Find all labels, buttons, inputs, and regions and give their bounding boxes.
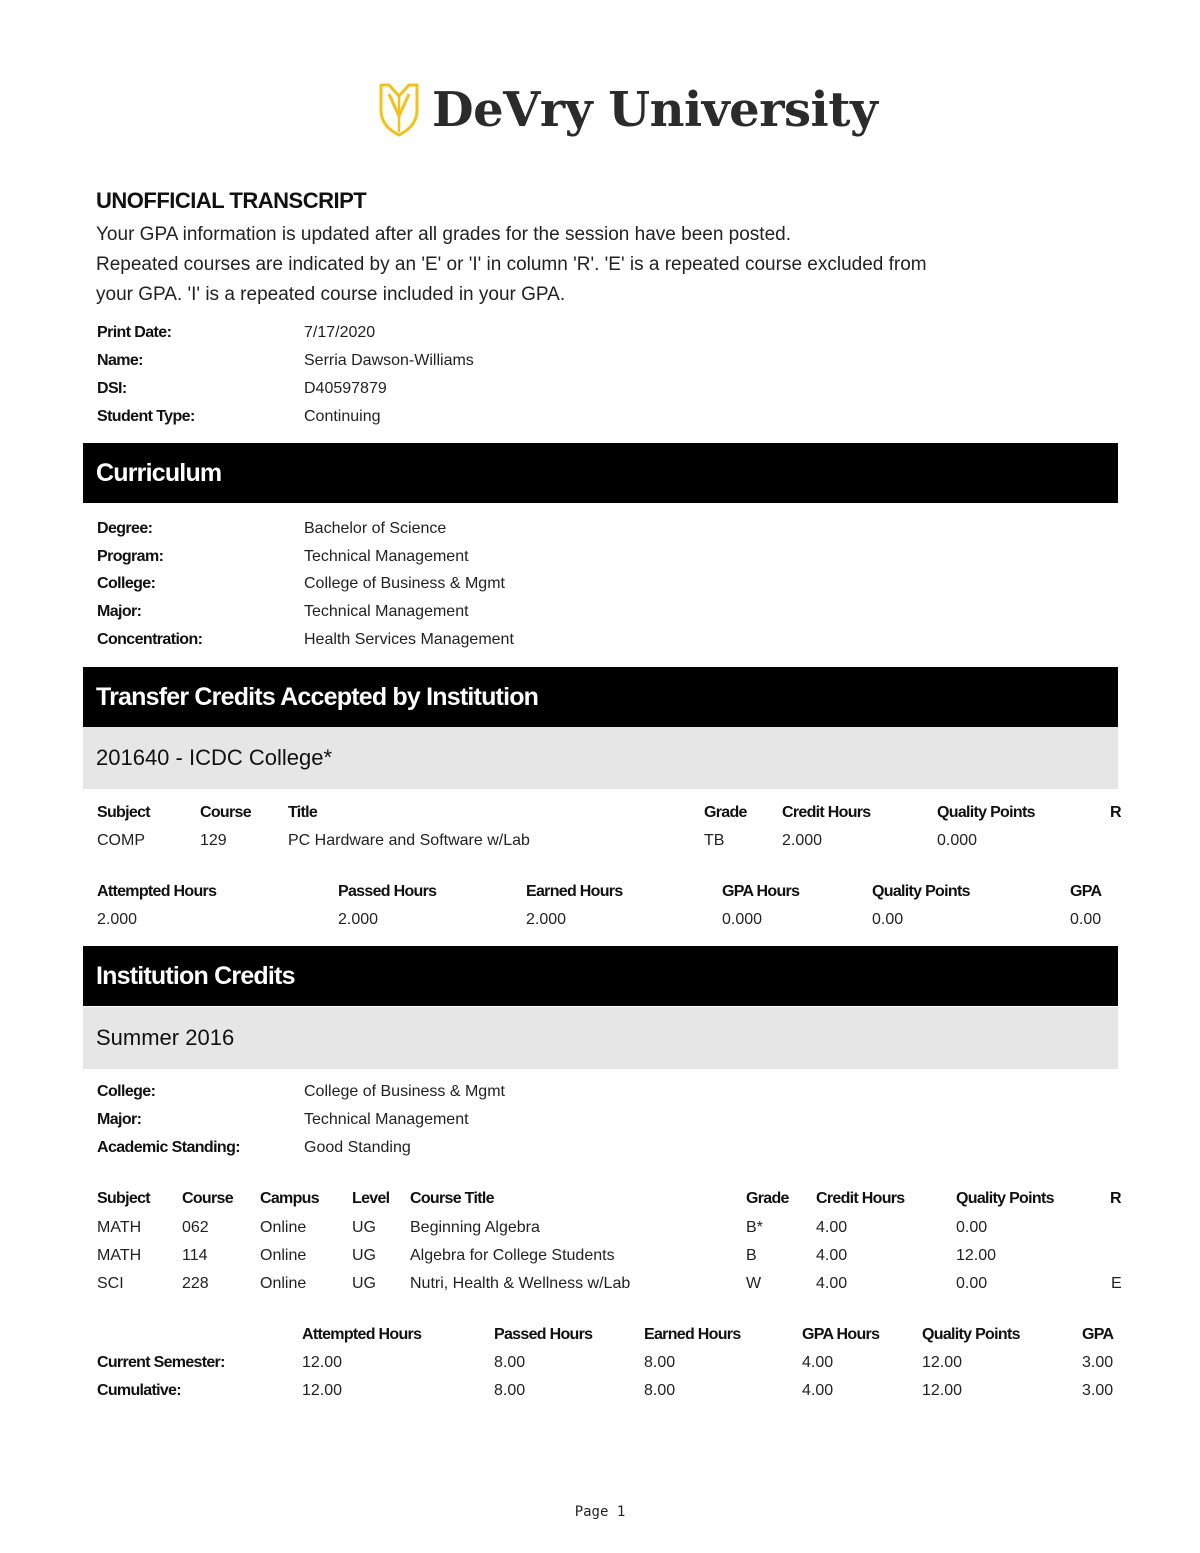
cell-gpa: 3.00	[1082, 1354, 1114, 1371]
curriculum-heading: Curriculum	[83, 443, 1118, 503]
cell-grade: TB	[704, 832, 725, 849]
col-grade: Grade	[704, 804, 747, 821]
col-title: Title	[288, 804, 318, 821]
col-grade: Grade	[746, 1190, 789, 1207]
student-type-value: Continuing	[304, 408, 381, 425]
cell-campus: Online	[260, 1219, 307, 1236]
term-college-value: College of Business & Mgmt	[304, 1083, 505, 1100]
cell-earned-hours: 8.00	[644, 1354, 676, 1371]
cell-credit-hours: 4.00	[816, 1219, 848, 1236]
cell-course: 114	[182, 1247, 208, 1264]
cell-course-title: Algebra for College Students	[410, 1247, 615, 1264]
term-heading: Summer 2016	[83, 1007, 1118, 1069]
program-value: Technical Management	[304, 548, 469, 565]
dsi-value: D40597879	[304, 380, 387, 397]
total-earned-hours-label: Earned Hours	[526, 883, 623, 900]
term-major-label: Major:	[97, 1111, 142, 1128]
degree-value: Bachelor of Science	[304, 520, 447, 537]
degree-label: Degree:	[97, 520, 153, 537]
major-label: Major:	[97, 603, 142, 620]
cell-earned-hours: 8.00	[644, 1382, 676, 1399]
intro-line: Your GPA information is updated after all grades for the session have been posted.	[96, 224, 791, 245]
cell-quality-points: 12.00	[922, 1382, 963, 1399]
cell-quality-points: 12.00	[922, 1354, 963, 1371]
cell-course-title: Nutri, Health & Wellness w/Lab	[410, 1275, 631, 1292]
cumulative-label: Cumulative:	[97, 1382, 181, 1399]
cell-level: UG	[352, 1219, 376, 1236]
concentration-value: Health Services Management	[304, 631, 514, 648]
col-r: R	[1110, 1190, 1121, 1207]
cell-attempted-hours: 12.00	[302, 1354, 343, 1371]
total-quality-points-value: 0.00	[872, 911, 904, 928]
cell-campus: Online	[260, 1275, 307, 1292]
intro-text	[96, 220, 1106, 310]
dsi-label: DSI:	[97, 380, 127, 397]
total-attempted-hours-label: Attempted Hours	[302, 1326, 422, 1343]
cell-course: 228	[182, 1275, 209, 1292]
cell-level: UG	[352, 1275, 376, 1292]
cell-quality-points: 0.000	[937, 832, 978, 849]
total-passed-hours-value: 2.000	[338, 911, 379, 928]
cell-credit-hours: 4.00	[816, 1275, 848, 1292]
document-title: UNOFFICIAL TRANSCRIPT	[96, 188, 367, 213]
cell-level: UG	[352, 1247, 376, 1264]
major-value: Technical Management	[304, 603, 469, 620]
program-label: Program:	[97, 548, 164, 565]
cell-campus: Online	[260, 1247, 307, 1264]
total-gpa-hours-value: 0.000	[722, 911, 763, 928]
cell-gpa-hours: 4.00	[802, 1354, 834, 1371]
col-subject: Subject	[97, 1190, 150, 1207]
col-quality-points: Quality Points	[956, 1190, 1054, 1207]
cell-grade: B*	[746, 1219, 763, 1236]
total-quality-points-label: Quality Points	[872, 883, 970, 900]
total-gpa-hours-label: GPA Hours	[802, 1326, 880, 1343]
college-label: College:	[97, 575, 156, 592]
cell-gpa-hours: 4.00	[802, 1382, 834, 1399]
name-value: Serria Dawson-Williams	[304, 352, 474, 369]
col-quality-points: Quality Points	[937, 804, 1035, 821]
shield-logo-icon	[378, 82, 420, 138]
college-value: College of Business & Mgmt	[304, 575, 505, 592]
cell-gpa: 3.00	[1082, 1382, 1114, 1399]
cell-grade: B	[746, 1247, 757, 1264]
cell-r: E	[1111, 1275, 1122, 1292]
institution-credits-heading: Institution Credits	[83, 946, 1118, 1006]
print-date-value: 7/17/2020	[304, 324, 376, 341]
transfer-institution: 201640 - ICDC College*	[83, 727, 1118, 789]
total-passed-hours-label: Passed Hours	[494, 1326, 593, 1343]
total-gpa-label: GPA	[1070, 883, 1102, 900]
col-level: Level	[352, 1190, 390, 1207]
cell-course-title: Beginning Algebra	[410, 1219, 540, 1236]
cell-quality-points: 0.00	[956, 1219, 988, 1236]
total-gpa-label: GPA	[1082, 1326, 1114, 1343]
current-semester-label: Current Semester:	[97, 1354, 225, 1371]
page-number: Page 1	[574, 1504, 626, 1520]
print-date-label: Print Date:	[97, 324, 172, 341]
cell-passed-hours: 8.00	[494, 1354, 526, 1371]
cell-credit-hours: 4.00	[816, 1247, 848, 1264]
cell-subject: MATH	[97, 1247, 142, 1264]
name-label: Name:	[97, 352, 143, 369]
cell-quality-points: 0.00	[956, 1275, 988, 1292]
academic-standing-value: Good Standing	[304, 1139, 411, 1156]
term-college-label: College:	[97, 1083, 156, 1100]
logo-text: DeVry University	[432, 82, 878, 138]
col-course-title: Course Title	[410, 1190, 494, 1207]
total-earned-hours-label: Earned Hours	[644, 1326, 741, 1343]
term-major-value: Technical Management	[304, 1111, 469, 1128]
cell-quality-points: 12.00	[956, 1247, 997, 1264]
col-campus: Campus	[260, 1190, 319, 1207]
intro-line: your GPA. 'I' is a repeated course included in your GPA.	[96, 284, 566, 305]
col-credit-hours: Credit Hours	[816, 1190, 905, 1207]
cell-passed-hours: 8.00	[494, 1382, 526, 1399]
total-quality-points-label: Quality Points	[922, 1326, 1020, 1343]
intro-line: Repeated courses are indicated by an 'E' or 'I' in column 'R'. 'E' is a repeated course excluded from	[96, 254, 927, 275]
cell-attempted-hours: 12.00	[302, 1382, 343, 1399]
cell-subject: COMP	[97, 832, 145, 849]
col-course: Course	[200, 804, 251, 821]
col-course: Course	[182, 1190, 233, 1207]
cell-subject: SCI	[97, 1275, 124, 1292]
transfer-credits-heading: Transfer Credits Accepted by Institution	[83, 667, 1118, 727]
total-gpa-value: 0.00	[1070, 911, 1102, 928]
devry-logo	[378, 80, 877, 140]
cell-title: PC Hardware and Software w/Lab	[288, 832, 530, 849]
cell-course: 129	[200, 832, 227, 849]
student-type-label: Student Type:	[97, 408, 195, 425]
col-subject: Subject	[97, 804, 150, 821]
total-gpa-hours-label: GPA Hours	[722, 883, 800, 900]
total-earned-hours-value: 2.000	[526, 911, 567, 928]
cell-course: 062	[182, 1219, 209, 1236]
concentration-label: Concentration:	[97, 631, 203, 648]
cell-grade: W	[746, 1275, 762, 1292]
academic-standing-label: Academic Standing:	[97, 1139, 241, 1156]
cell-credit-hours: 2.000	[782, 832, 823, 849]
total-attempted-hours-value: 2.000	[97, 911, 138, 928]
total-attempted-hours-label: Attempted Hours	[97, 883, 217, 900]
cell-subject: MATH	[97, 1219, 142, 1236]
col-credit-hours: Credit Hours	[782, 804, 871, 821]
col-r: R	[1110, 804, 1121, 821]
total-passed-hours-label: Passed Hours	[338, 883, 437, 900]
